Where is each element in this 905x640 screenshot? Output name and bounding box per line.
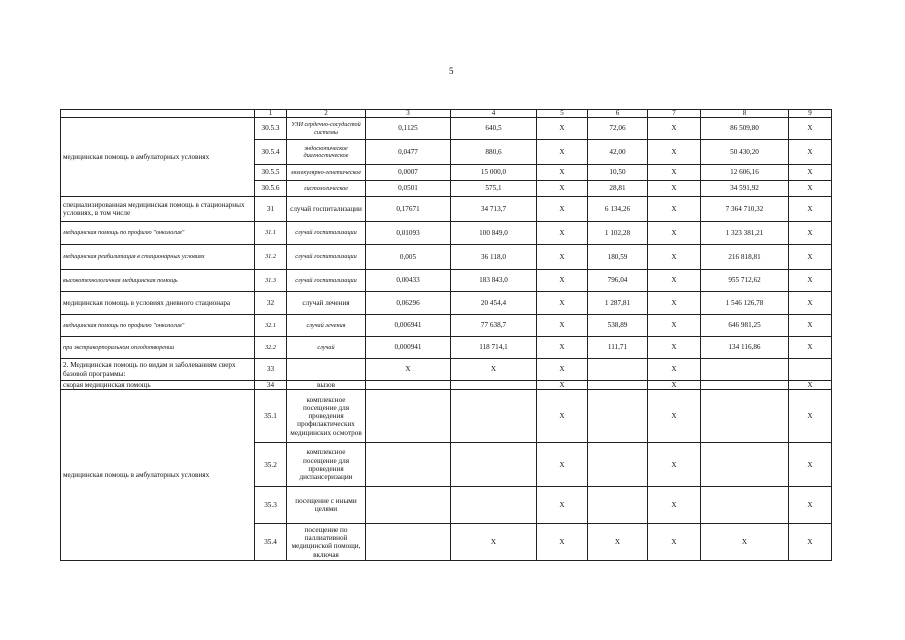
cell: X xyxy=(648,245,701,270)
cell: 0,006941 xyxy=(366,315,451,337)
cell: X xyxy=(588,524,648,561)
cell: 20 454,4 xyxy=(451,292,537,315)
cell xyxy=(366,524,451,561)
row-code: 31.1 xyxy=(255,222,287,245)
cell: 10,50 xyxy=(588,165,648,181)
cell: 36 118,0 xyxy=(451,245,537,270)
row-code: 30.5.4 xyxy=(255,140,287,165)
cell: X xyxy=(648,337,701,359)
cell: X xyxy=(789,381,832,390)
table-row xyxy=(61,222,832,245)
cell: X xyxy=(789,390,832,443)
cell: X xyxy=(648,165,701,181)
row-code: 30.5.6 xyxy=(255,181,287,197)
table-row xyxy=(61,245,832,270)
cell: 42,00 xyxy=(588,140,648,165)
cell: X xyxy=(789,181,832,197)
cell: 72,06 xyxy=(588,118,648,140)
row-unit: случай xyxy=(287,337,366,359)
cell: X xyxy=(648,443,701,487)
row-code: 34 xyxy=(255,381,287,390)
cell: X xyxy=(537,292,588,315)
cell: X xyxy=(537,245,588,270)
row-name: специализированная медицинская помощь в стационарных условиях, в том числе xyxy=(61,197,255,222)
row-name: медицинская помощь в условиях дневного стационара xyxy=(61,292,255,315)
row-unit: молекулярно-генетическое xyxy=(287,165,366,181)
cell: 0,0007 xyxy=(366,165,451,181)
header-cell: 6 xyxy=(588,110,648,118)
cell: X xyxy=(648,390,701,443)
table-row xyxy=(61,315,832,337)
header-cell: 1 xyxy=(255,110,287,118)
row-code: 32.2 xyxy=(255,337,287,359)
cell: X xyxy=(537,337,588,359)
cell xyxy=(588,487,648,524)
cell: X xyxy=(648,359,701,381)
cell xyxy=(366,443,451,487)
row-name: медицинская помощь в амбулаторных условиях xyxy=(61,118,255,197)
table-row xyxy=(61,381,832,390)
row-name: медицинская реабилитация в стационарных условиях xyxy=(61,245,255,270)
cell: X xyxy=(701,524,789,561)
cell: 118 714,1 xyxy=(451,337,537,359)
cell: 6 134,26 xyxy=(588,197,648,222)
cell: X xyxy=(648,140,701,165)
table-row xyxy=(61,359,832,381)
cell: X xyxy=(537,381,588,390)
row-unit: случай лечения xyxy=(287,292,366,315)
row-code: 35.1 xyxy=(255,390,287,443)
cell: 34 591,92 xyxy=(701,181,789,197)
cell: 0,0477 xyxy=(366,140,451,165)
table-row xyxy=(61,390,832,443)
row-code: 31.3 xyxy=(255,270,287,292)
row-name: при экстракорпоральном оплодотворении xyxy=(61,337,255,359)
cell: 111,71 xyxy=(588,337,648,359)
row-name: медицинская помощь в амбулаторных условиях xyxy=(61,390,255,561)
cell xyxy=(701,487,789,524)
row-unit xyxy=(287,359,366,381)
row-code: 31.2 xyxy=(255,245,287,270)
cell xyxy=(366,487,451,524)
cell: X xyxy=(537,118,588,140)
cell: 538,89 xyxy=(588,315,648,337)
cell: X xyxy=(789,443,832,487)
cell: X xyxy=(648,197,701,222)
cell: 15 000,0 xyxy=(451,165,537,181)
cell: 0,01093 xyxy=(366,222,451,245)
cell: 1 102,28 xyxy=(588,222,648,245)
row-name: медицинская помощь по профилю "онкология" xyxy=(61,222,255,245)
cell xyxy=(451,381,537,390)
row-name: 2. Медицинская помощь по видам и заболеваниям сверх базовой программы: xyxy=(61,359,255,381)
cell: 216 818,81 xyxy=(701,245,789,270)
cell: X xyxy=(648,181,701,197)
cell: 0,0501 xyxy=(366,181,451,197)
cell: 646 981,25 xyxy=(701,315,789,337)
cell: X xyxy=(537,443,588,487)
row-unit: случай госпитализации xyxy=(287,222,366,245)
row-unit: эндоскопическое диагностическое xyxy=(287,140,366,165)
cell: 12 606,16 xyxy=(701,165,789,181)
cell: 0,005 xyxy=(366,245,451,270)
cell: X xyxy=(789,487,832,524)
row-code: 30.5.3 xyxy=(255,118,287,140)
row-unit: вызов xyxy=(287,381,366,390)
cell: 100 849,0 xyxy=(451,222,537,245)
cell: X xyxy=(537,359,588,381)
cell xyxy=(451,487,537,524)
cell: X xyxy=(648,292,701,315)
cell: X xyxy=(537,524,588,561)
cell: 134 116,86 xyxy=(701,337,789,359)
cell: X xyxy=(648,315,701,337)
row-code: 33 xyxy=(255,359,287,381)
row-code: 32.1 xyxy=(255,315,287,337)
header-cell: 2 xyxy=(287,110,366,118)
header-cell: 7 xyxy=(648,110,701,118)
table-row xyxy=(61,118,832,140)
row-code: 31 xyxy=(255,197,287,222)
cell: X xyxy=(451,359,537,381)
cell: 0,17671 xyxy=(366,197,451,222)
cell: X xyxy=(789,292,832,315)
cell: 955 712,62 xyxy=(701,270,789,292)
cell: X xyxy=(789,245,832,270)
cell xyxy=(789,359,832,381)
row-code: 30.5.5 xyxy=(255,165,287,181)
cell: X xyxy=(648,487,701,524)
cell: X xyxy=(789,315,832,337)
row-unit: случай госпитализации xyxy=(287,197,366,222)
row-name: высокотехнологичная медицинская помощь xyxy=(61,270,255,292)
row-unit: случай госпитализации xyxy=(287,245,366,270)
cell: X xyxy=(789,118,832,140)
page-number: 5 xyxy=(449,66,454,76)
row-unit: гистологическое xyxy=(287,181,366,197)
cell: 86 509,80 xyxy=(701,118,789,140)
cell: 1 323 381,21 xyxy=(701,222,789,245)
cell: X xyxy=(789,337,832,359)
cell: 0,06296 xyxy=(366,292,451,315)
table-row xyxy=(61,292,832,315)
cell xyxy=(701,390,789,443)
cell: 0,000941 xyxy=(366,337,451,359)
cell: X xyxy=(537,390,588,443)
row-unit: УЗИ сердечно-сосудистой системы xyxy=(287,118,366,140)
cell xyxy=(701,443,789,487)
row-name: медицинская помощь по профилю "онкология" xyxy=(61,315,255,337)
cell: X xyxy=(366,359,451,381)
header-cell: 4 xyxy=(451,110,537,118)
row-code: 35.4 xyxy=(255,524,287,561)
cell: 1 287,81 xyxy=(588,292,648,315)
cell xyxy=(701,381,789,390)
cell: 640,5 xyxy=(451,118,537,140)
cell xyxy=(366,381,451,390)
cell: X xyxy=(789,524,832,561)
table-row xyxy=(61,197,832,222)
cell: X xyxy=(537,270,588,292)
cell: X xyxy=(648,118,701,140)
cell: 1 546 126,78 xyxy=(701,292,789,315)
cell: X xyxy=(789,140,832,165)
cell: 77 638,7 xyxy=(451,315,537,337)
cell: 0,00433 xyxy=(366,270,451,292)
cell xyxy=(588,390,648,443)
cell: X xyxy=(789,270,832,292)
cell: X xyxy=(648,270,701,292)
cell: 796,04 xyxy=(588,270,648,292)
row-unit: комплексное посещение для проведения диспансеризации xyxy=(287,443,366,487)
cell: 34 713,7 xyxy=(451,197,537,222)
cell xyxy=(588,381,648,390)
cell: 50 430,20 xyxy=(701,140,789,165)
cell xyxy=(588,359,648,381)
header-cell-blank xyxy=(61,110,255,118)
cell: 180,59 xyxy=(588,245,648,270)
cell: X xyxy=(537,165,588,181)
financing-table xyxy=(60,109,832,561)
cell xyxy=(588,443,648,487)
table-row xyxy=(61,337,832,359)
cell: X xyxy=(789,197,832,222)
cell: X xyxy=(537,140,588,165)
cell xyxy=(366,390,451,443)
row-unit: случай госпитализации xyxy=(287,270,366,292)
header-cell: 3 xyxy=(366,110,451,118)
cell xyxy=(451,443,537,487)
cell: X xyxy=(648,524,701,561)
cell: X xyxy=(537,197,588,222)
cell: X xyxy=(537,181,588,197)
table-row xyxy=(61,270,832,292)
row-code: 35.3 xyxy=(255,487,287,524)
cell: 183 843,0 xyxy=(451,270,537,292)
row-unit: посещение с иными целями xyxy=(287,487,366,524)
cell: 28,81 xyxy=(588,181,648,197)
header-cell: 8 xyxy=(701,110,789,118)
header-row xyxy=(61,110,832,118)
cell: 0,1125 xyxy=(366,118,451,140)
cell xyxy=(701,359,789,381)
row-unit: комплексное посещение для проведения профилактических медицинских осмотров xyxy=(287,390,366,443)
cell: 7 364 710,32 xyxy=(701,197,789,222)
header-cell: 9 xyxy=(789,110,832,118)
row-code: 32 xyxy=(255,292,287,315)
cell: X xyxy=(537,315,588,337)
cell: X xyxy=(451,524,537,561)
row-name: скорая медицинская помощь xyxy=(61,381,255,390)
cell xyxy=(451,390,537,443)
row-unit: посещение по паллиативной медицинской помощи, включая xyxy=(287,524,366,561)
cell: X xyxy=(648,222,701,245)
cell: 575,1 xyxy=(451,181,537,197)
cell: 880,6 xyxy=(451,140,537,165)
row-unit: случай лечения xyxy=(287,315,366,337)
cell: X xyxy=(789,222,832,245)
row-code: 35.2 xyxy=(255,443,287,487)
cell: X xyxy=(648,381,701,390)
header-cell: 5 xyxy=(537,110,588,118)
cell: X xyxy=(537,222,588,245)
cell: X xyxy=(789,165,832,181)
cell: X xyxy=(537,487,588,524)
